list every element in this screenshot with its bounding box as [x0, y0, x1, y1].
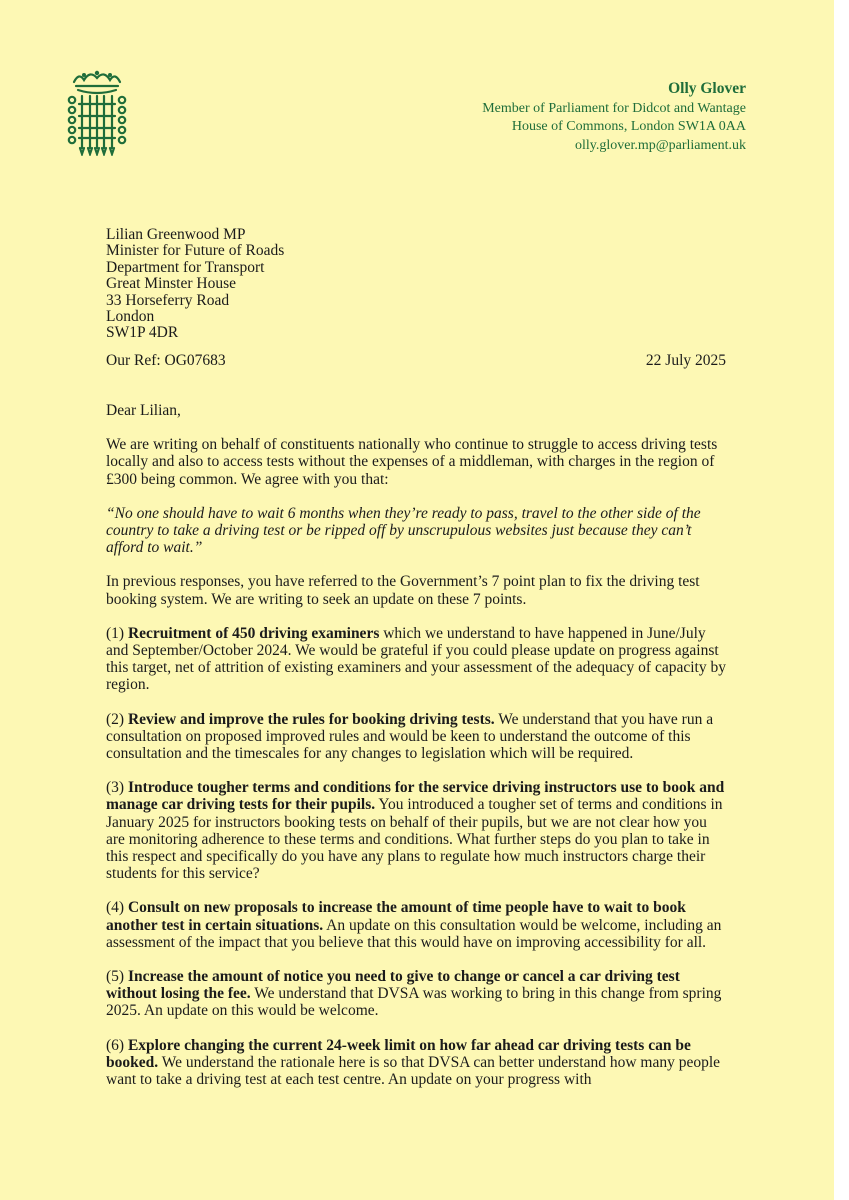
plan-point — [106, 899, 728, 951]
point-heading: Introduce tougher terms and conditions for the service driving instructors use to book and manage car driving tests for their pupils. — [106, 779, 725, 814]
recipient-line: SW1P 4DR — [106, 324, 179, 342]
sender-name: Olly Glover — [668, 80, 746, 97]
scan-margin — [834, 0, 849, 1200]
point-number: (6) — [106, 1036, 125, 1054]
recipient-address — [106, 227, 284, 342]
point-number: (1) — [106, 624, 125, 642]
plan-point — [106, 1037, 728, 1089]
point-text: We understand that DVSA was working to bring in this change from spring 2025. An update on this would be welcome. — [106, 985, 722, 1020]
point-text: We understand that you have run a consultation on proposed improved rules and would be keen to understand the outcome of this consultation and the timescales for any changes to legislation which will be required. — [106, 710, 714, 763]
point-heading: Recruitment of 450 driving examiners — [127, 624, 380, 642]
recipient-line: London — [106, 308, 155, 326]
point-number: (3) — [106, 779, 125, 797]
sender-address: House of Commons, London SW1A 0AA — [511, 119, 746, 134]
reference-number: Our Ref: OG07683 — [106, 352, 226, 369]
point-number: (4) — [106, 899, 125, 917]
point-heading: Increase the amount of notice you need to give to change or cancel a car driving test without losing the fee. — [106, 968, 680, 1003]
sender-title: Member of Parliament for Didcot and Wantage — [482, 100, 746, 116]
plan-point — [106, 968, 728, 1020]
recipient-line: 33 Horseferry Road — [106, 291, 230, 309]
recipient-line: Minister for Future of Roads — [106, 242, 285, 260]
letterhead — [482, 80, 746, 155]
portcullis-crest-icon — [64, 68, 130, 156]
plan-point — [106, 625, 728, 694]
plan-point — [106, 779, 728, 882]
point-text: which we understand to have happened in June/July and September/October 2024. We would be grateful if you could please update on progress against this target, net of attrition of existing examiners and your assessment of the adequacy of capacity by region. — [106, 624, 726, 694]
point-number: (2) — [106, 710, 125, 728]
salutation: Dear Lilian, — [106, 402, 181, 419]
plan-point — [106, 711, 728, 763]
recipient-line: Department for Transport — [106, 258, 265, 276]
point-number: (5) — [106, 968, 125, 986]
letter-date: 22 July 2025 — [645, 352, 726, 369]
point-heading: Explore changing the current 24-week limit on how far ahead car driving tests can be booked. — [106, 1036, 691, 1071]
point-text: An update on this consultation would be welcome, including an assessment of the impact that you believe that this would have on improving accessibility for all. — [106, 916, 722, 951]
context-paragraph: In previous responses, you have referred to the Government’s 7 point plan to fix the driving test booking system. We are writing to seek an update on these 7 points. — [106, 573, 700, 608]
point-text: We understand the rationale here is so that DVSA can better understand how many people want to take a driving test at each test centre. An update on your progress with — [106, 1053, 721, 1089]
point-text: You introduced a tougher set of terms and conditions in January 2025 for instructors booking tests on behalf of their pupils, but we are not clear how you are monitoring adherence to these terms and conditions. What further steps do you plan to take in this respect and specifically do you have any plans to regulate how much instructors charge their students for this service? — [106, 796, 723, 883]
point-heading: Review and improve the rules for booking driving tests. — [127, 710, 495, 728]
recipient-line: Lilian Greenwood MP — [106, 226, 246, 243]
letter-body — [106, 402, 728, 1105]
quote-paragraph: “No one should have to wait 6 months when they’re ready to pass, travel to the other side of the country to take a driving test or be ripped off by unscrupulous websites just because they can’t afford to wait.” — [106, 504, 701, 557]
sender-email: olly.glover.mp@parliament.uk — [574, 137, 746, 153]
point-heading: Consult on new proposals to increase the amount of time people have to wait to book another test in certain situations. — [106, 899, 686, 934]
intro-paragraph: We are writing on behalf of constituents nationally who continue to struggle to access driving tests locally and also to access tests without the expenses of a middleman, with charges in the region of £300 being common. We agree with you that: — [106, 436, 718, 488]
reference-row — [106, 352, 726, 370]
recipient-line: Great Minster House — [106, 275, 236, 293]
